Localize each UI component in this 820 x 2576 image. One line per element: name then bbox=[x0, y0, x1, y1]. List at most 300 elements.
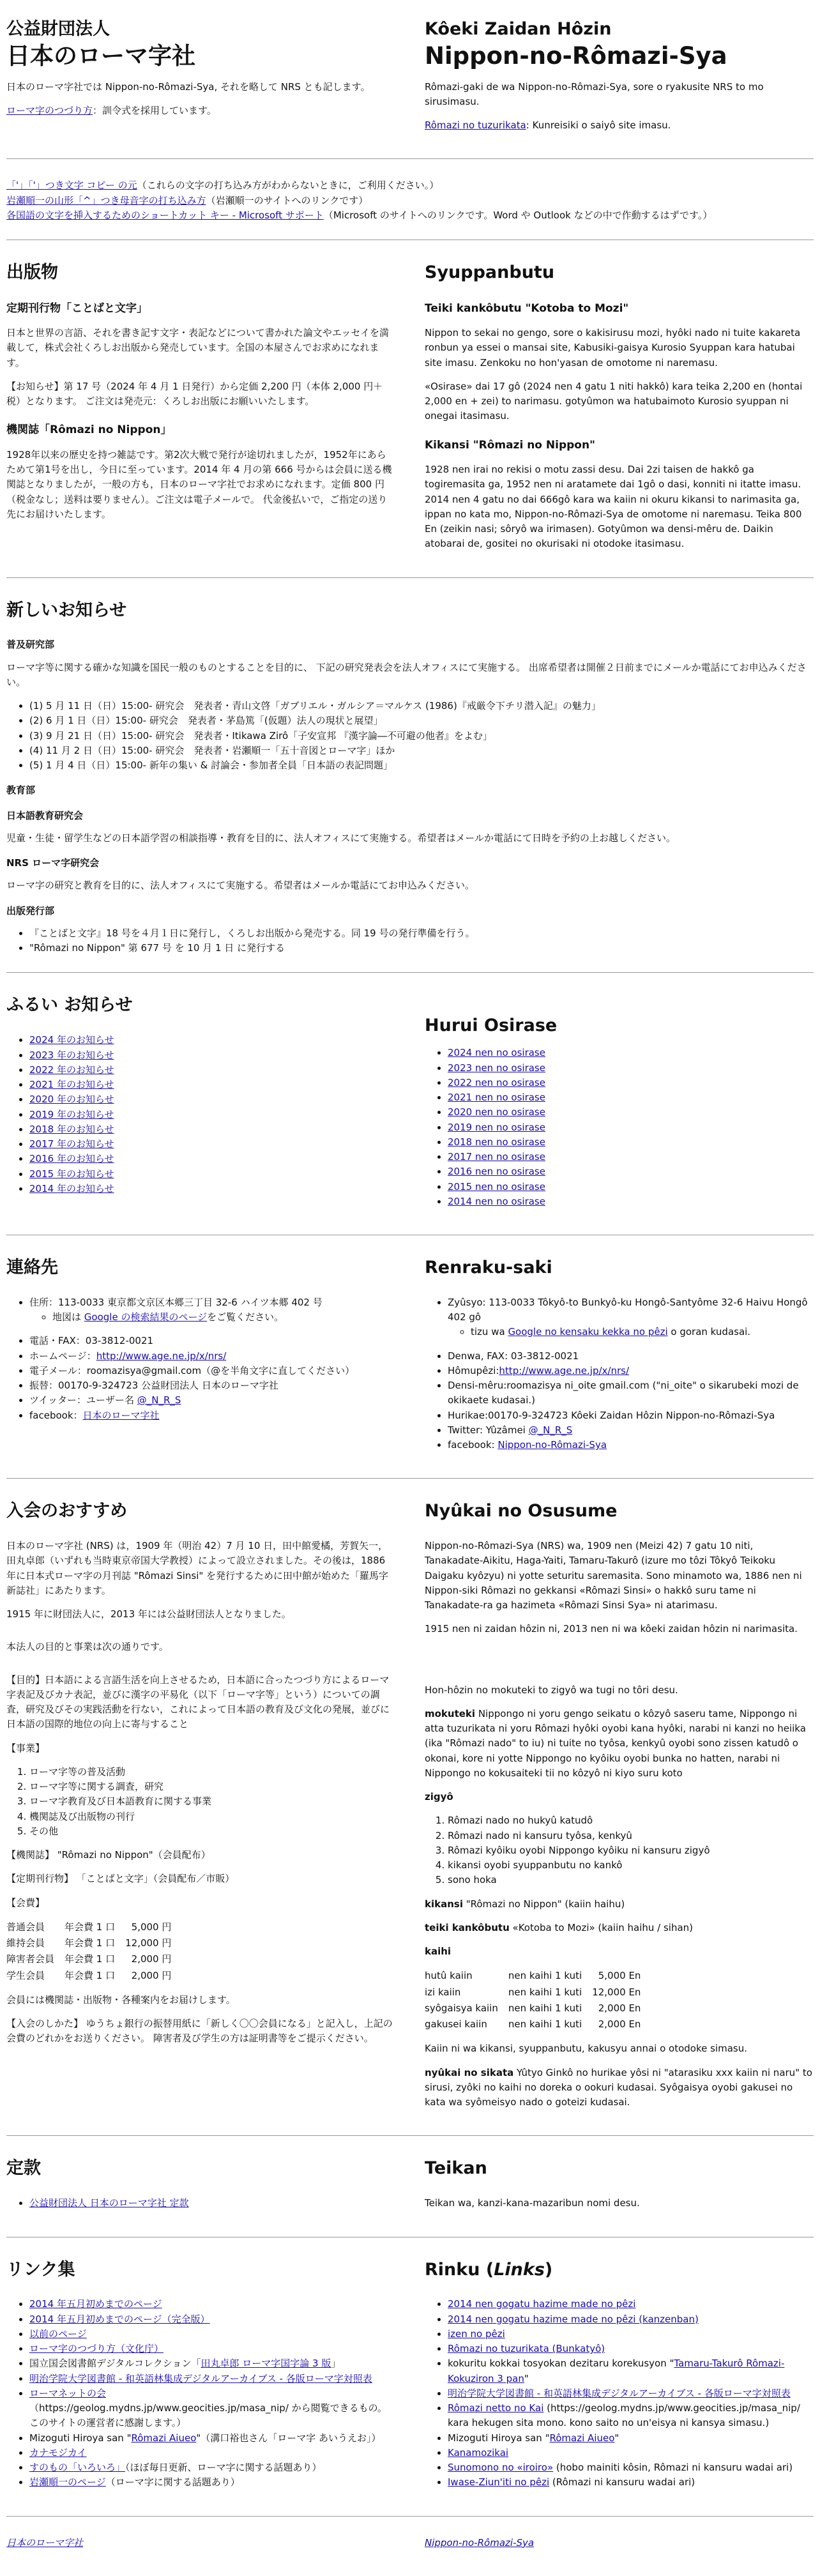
mokuteki-label: mokuteki bbox=[425, 1707, 476, 1719]
table-row bbox=[425, 1968, 644, 1984]
list-item bbox=[448, 1194, 814, 1209]
publications-section bbox=[6, 259, 814, 561]
facebook bbox=[448, 1438, 814, 1452]
old-news-link[interactable]: 2023 nen no osirase bbox=[448, 1062, 545, 1074]
footer-home-link[interactable]: 日本のローマ字社 bbox=[6, 2536, 84, 2549]
link-note: "（溝口裕也さん「ローマ字 あいうえお」） bbox=[196, 2432, 381, 2444]
link-note: 」 bbox=[331, 2358, 341, 2370]
fee-type: syôgaisya kaiin bbox=[425, 2002, 498, 2014]
input-help-note: （これらの文字の打ち込み方がわからないときに，ご利用ください。） bbox=[137, 179, 439, 192]
homepage-link[interactable]: http://www.age.ne.jp/x/nrs/ bbox=[96, 1350, 227, 1362]
external-link[interactable]: Tamaru-Takurô Rômazi-Kokuziron 3 pan bbox=[448, 2358, 785, 2384]
footer-jp bbox=[6, 2536, 395, 2550]
shikata-text: Yûtyo Ginkô no hurikae yôsi ni "atarasiku xxx kaiin ni naru" to sirusi, zyôki no kaihi no doreka o ookuri kudasai. Syôgaisya oyobi gakusei no kata wa syômeisyo nado o goteizi kudasai. bbox=[425, 2066, 812, 2108]
list-item: 5. sono hoka bbox=[448, 1873, 814, 1887]
section-heading: Renraku-saki bbox=[425, 1258, 552, 1277]
map-suffix: o goran kudasai. bbox=[667, 1326, 751, 1338]
kaihi-label: kaihi bbox=[425, 1946, 452, 1958]
list-item bbox=[448, 1180, 814, 1194]
heading-suffix: ) bbox=[544, 2259, 553, 2280]
homepage-label: ホームページ： bbox=[29, 1350, 96, 1362]
email: • 電子メール：roomazisya@gmail.com（@を半角文字に直してください） bbox=[29, 1364, 395, 1378]
list-item bbox=[29, 2372, 395, 2386]
links-jp bbox=[6, 2257, 395, 2499]
section-heading: 出版物 bbox=[6, 263, 58, 283]
old-news-link[interactable]: 2014 年のお知らせ bbox=[29, 1182, 114, 1194]
twitter-link[interactable]: @_N_R_S bbox=[528, 1424, 573, 1436]
list-item bbox=[448, 1105, 814, 1120]
links-list bbox=[6, 2297, 395, 2490]
paragraph: Nippon-no-Rômazi-Sya (NRS) wa, 1909 nen (Meizi 42) 7 gatu 10 niti, Tanakadate-Aikitu, Haga-Yaiti, Tamaru-Takurô (izure mo tôzi Tôkyô Teikoku Daigaku kyôzyu) ni yotte seturitu saremasita. Sono minamoto wa, 1886 nen ni Nippon-siki Rômazi no gekkansi «Rômazi Sinsi» o hakkô suru tame ni Tanakadate-ra ga hazimeta «Rômazi Sinsi Sya» ni atarimasu. bbox=[425, 1540, 802, 1612]
link-note: (Rômazi ni kansuru wadai ari) bbox=[549, 2476, 695, 2488]
fee-period: nen kaihi 1 kuti bbox=[508, 1986, 582, 1998]
homepage bbox=[29, 1349, 395, 1364]
list-item bbox=[29, 2342, 395, 2356]
external-link[interactable]: Rômazi netto no Kai bbox=[448, 2402, 544, 2414]
label: 【事業】 bbox=[6, 1742, 45, 1754]
old-news-link[interactable]: 2016 年のお知らせ bbox=[29, 1153, 114, 1165]
list-item bbox=[29, 2460, 395, 2475]
list-item: 2. ローマ字等に関する調査，研究 bbox=[29, 1780, 395, 1794]
publishing-list bbox=[6, 926, 814, 956]
input-help-note: （岩瀬順一のサイトへのリンクです） bbox=[206, 194, 368, 206]
divider bbox=[6, 1478, 814, 1479]
contact-list bbox=[6, 1295, 395, 1423]
old-news-link[interactable]: 2021 年のお知らせ bbox=[29, 1079, 114, 1090]
old-news-link[interactable]: 2019 年のお知らせ bbox=[29, 1108, 114, 1120]
teikan-jp bbox=[6, 2155, 395, 2220]
fee-type: 障害者会員 bbox=[6, 1953, 55, 1965]
fee-period: 年会費 1 口 bbox=[65, 1969, 116, 1981]
contact-section bbox=[6, 1254, 814, 1461]
paragraph: 1915 nen ni zaidan hôzin ni, 2013 nen ni wa kôeki zaidan hôzin ni narimasita. bbox=[425, 1623, 798, 1635]
old-news-link[interactable]: 2014 nen no osirase bbox=[448, 1195, 545, 1207]
fee-amount: 2,000 En bbox=[598, 2018, 641, 2031]
list-item bbox=[448, 1046, 814, 1060]
list-item bbox=[29, 1033, 395, 1048]
external-link[interactable]: 2014 nen gogatu hazime made no pêzi (kanzenban) bbox=[448, 2313, 699, 2325]
jp-rule-link[interactable]: ローマ字のつづり方 bbox=[6, 104, 93, 116]
paragraph: «Osirase» dai 17 gô (2024 nen 4 gatu 1 niti hakkô) kara teika 2,200 en (hontai 2,000 en + zei) to narimasu. gotyûmon wa hatubaimoto Kurosio syuppan ni onegai itasimasu. bbox=[425, 380, 803, 422]
list-item: • "Rômazi no Nippon" 第 677 号 を 10 月 1 日 に発行する bbox=[29, 941, 814, 956]
homepage bbox=[448, 1364, 814, 1378]
facebook-label: facebook： bbox=[29, 1409, 83, 1421]
fee-period: 年会費 1 口 bbox=[65, 1921, 116, 1933]
paragraph bbox=[425, 2066, 814, 2110]
mokuteki-text: Nippongo ni yoru gengo seikatu o kôzyô saseru tame, Nippongo ni atta tuzurikata ni yoru Rômazi hyôki oyobi kana hyôki, narabi ni kanzi no heiika (ika "Rômazi nado" to iu) ni tuite no tyôsa, kenkyû oyobi sono zissen katudô o okonai, kore ni yotte Nippongo no kyôiku oyobi bunka no hatten, narabi ni Nippongo no kokusaiteki tii no kôzyô ni kiyo suru koto bbox=[425, 1707, 806, 1779]
twitter-label: Twitter: Yûzâmei bbox=[448, 1424, 529, 1436]
table-row bbox=[6, 1968, 175, 1984]
section-heading: 定款 bbox=[6, 2158, 41, 2179]
zigyo-label: zigyô bbox=[425, 1791, 453, 1803]
input-help-links bbox=[6, 178, 814, 223]
external-link[interactable]: 2014 年五月初めまでのページ（完全版） bbox=[29, 2313, 210, 2325]
input-help-row bbox=[6, 208, 814, 223]
teikan-rm bbox=[425, 2155, 814, 2220]
external-link[interactable]: Kanamozikai bbox=[448, 2446, 509, 2458]
event-list bbox=[6, 699, 814, 773]
list-item bbox=[29, 1152, 395, 1166]
sub-heading: 機関誌「Rômazi no Nippon」 bbox=[6, 423, 172, 437]
table-row bbox=[6, 1919, 175, 1935]
old-news-list bbox=[6, 1033, 395, 1196]
list-item bbox=[29, 2327, 395, 2342]
map-suffix: をご覧ください。 bbox=[207, 1311, 284, 1323]
links-rm bbox=[425, 2257, 814, 2499]
paragraph: Hon-hôzin no mokuteki to zigyô wa tugi no tôri desu. bbox=[425, 1684, 678, 1696]
paragraph: 1928 nen irai no rekisi o motu zassi desu. Dai 2zi taisen de hakkô ga togiremasita ga, 1952 nen ni aratamete dai 1gô o dasi, konniti ni itatte imasu. 2014 nen 4 gatu no dai 666gô kara wa kaiin ni okuru kikansi to narimasita ga, ippan no kata mo, Nippon-no-Rômazi-Sya de omotome ni naremasu. Teika 800 En (zeikin nasi; sôryô wa irimasen). Gotyûmon wa densi-mêru de. Daikin atobarai de, gositei no okurisaki ni otodoke itasimasu. bbox=[425, 464, 802, 550]
list-item bbox=[29, 1108, 395, 1122]
list-item bbox=[448, 2386, 814, 2401]
external-link[interactable]: izen no pêzi bbox=[448, 2328, 505, 2340]
twitter bbox=[448, 1423, 814, 1438]
list-item bbox=[29, 1137, 395, 1152]
address bbox=[29, 1295, 395, 1325]
list-item bbox=[448, 1090, 814, 1105]
address-text: Zyûsyo: 113-0033 Tôkyô-to Bunkyô-ku Hongô-Santyôme 32-6 Haivu Hongô 402 gô bbox=[448, 1296, 808, 1323]
facebook-label: facebook: bbox=[448, 1439, 498, 1451]
section-heading: Nyûkai no Osusume bbox=[425, 1501, 618, 1521]
list-item bbox=[29, 1063, 395, 1078]
list-item bbox=[29, 2475, 395, 2490]
sub-heading: Kikansi "Rômazi no Nippon" bbox=[425, 438, 595, 452]
external-link[interactable]: ローマ字のつづり方（文化庁） bbox=[29, 2343, 164, 2355]
section-heading: Teikan bbox=[425, 2158, 487, 2179]
paragraph: 日本のローマ字社 (NRS) は，1909 年（明治 42）7 月 10 日，田中館愛橘，芳賀矢一，田丸卓郎（いずれも当時東京帝国大学教授）によって設立されました。その後は，1886 年に日本式ローマ字の月刊誌 "Rômazi Sinsi" を発行するために田中館が始めた「羅馬字新誌社」にあたります。 bbox=[6, 1540, 389, 1596]
email: • Densi-mêru:roomazisya ni_oite gmail.com ("ni_oite" o sikarubeki mozi de okikaete kudasai.) bbox=[448, 1378, 814, 1408]
external-link[interactable]: Iwase-Ziun'iti no pêzi bbox=[448, 2476, 550, 2488]
kikansi-text: "Rômazi no Nippon" (kaiin haihu) bbox=[462, 1898, 625, 1910]
join-section bbox=[6, 1498, 814, 2119]
fee-period: nen kaihi 1 kuti bbox=[508, 2002, 582, 2014]
map-item bbox=[471, 1325, 814, 1339]
rm-intro: Rômazi-gaki de wa Nippon-no-Rômazi-Sya, sore o ryakusite NRS to mo sirusimasu. bbox=[425, 80, 764, 107]
map-prefix: 地図は bbox=[52, 1311, 84, 1323]
old-news-link[interactable]: 2019 nen no osirase bbox=[448, 1121, 545, 1133]
divider bbox=[6, 2516, 814, 2517]
header-jp bbox=[6, 18, 395, 142]
paragraph bbox=[425, 1921, 814, 1935]
rm-rule-link[interactable]: Rômazi no tuzurikata bbox=[425, 119, 526, 132]
list-item bbox=[448, 1076, 814, 1090]
header-rm bbox=[425, 18, 814, 142]
external-link[interactable]: Rômazi Aiueo bbox=[549, 2432, 615, 2444]
section-heading: 連絡先 bbox=[6, 1258, 58, 1277]
footer bbox=[6, 2536, 814, 2550]
fee-type: gakusei kaiin bbox=[425, 2018, 487, 2031]
heading-prefix: Rinku ( bbox=[425, 2259, 494, 2280]
input-help-row bbox=[6, 194, 814, 208]
contact-list bbox=[425, 1295, 814, 1453]
phone: • Denwa, FAX: 03-3812-0021 bbox=[448, 1349, 814, 1364]
list-item bbox=[29, 1048, 395, 1063]
fee-type: 普通会員 bbox=[6, 1921, 45, 1933]
external-link[interactable]: 田丸卓郎 ローマ字国字論 3 版 bbox=[201, 2358, 331, 2370]
link-note: " bbox=[524, 2372, 529, 2384]
paragraph: 日本と世界の言語、それを書き記す文字・表記などについて書かれた論文やエッセイを満載して，株式会社くろしお出版から発売しています。全国の本屋さんでお求めになれます。 bbox=[6, 327, 389, 369]
link-note: （ローマ字に関する話題あり） bbox=[105, 2476, 240, 2488]
kikansi-label: kikansi bbox=[425, 1898, 463, 1910]
link-note: (hobo mainiti kôsin, Rômazi ni kansuru wadai ari) bbox=[553, 2462, 793, 2474]
map-link[interactable]: Google no kensaku kekka no pêzi bbox=[508, 1326, 668, 1338]
list-item bbox=[448, 2356, 814, 2386]
paragraph: 【目的】日本語による言語生活を向上させるため，日本語に合ったつづり方によるローマ字表記及びカナ表記，並びに漢字の平易化（以下「ローマ字等」という）についての調査，研究及びその実践活動を行ない，これによって日本語の教育及び文化の発展，並びに日本語の国際的地位の向上に寄与すること bbox=[6, 1673, 390, 1730]
link-note: " bbox=[614, 2432, 619, 2444]
divider bbox=[6, 972, 814, 973]
teiki-label: teiki kankôbutu bbox=[425, 1921, 510, 1933]
fee-type: hutû kaiin bbox=[425, 1970, 473, 1982]
paragraph: Nippon to sekai no gengo, sore o kakisirusu mozi, hyôki nado ni tuite kakareta ronbun ya essei o mansai site, Kabusiki-gaisya Kurosio Syuppan kara hatubai site imasu. Zenkoku no hon'yasan de omotome ni naremasu. bbox=[425, 327, 801, 369]
paragraph: 【定期刊行物】 「ことばと文字」（会員配布／市販） bbox=[6, 1873, 235, 1885]
old-news-link[interactable]: 2023 年のお知らせ bbox=[29, 1049, 114, 1061]
input-help-note: （Microsoft のサイトへのリンクです。Word や Outlook などの中で作動するはずです。） bbox=[323, 209, 713, 221]
facebook-link[interactable]: 日本のローマ字社 bbox=[82, 1409, 160, 1421]
list-item bbox=[448, 1135, 814, 1150]
phone: • 電話・FAX：03-3812-0021 bbox=[29, 1334, 395, 1348]
map-item bbox=[52, 1310, 395, 1325]
rm-org-name: Kôeki Zaidan Hôzin bbox=[425, 19, 612, 39]
list-item: • (1) 5 月 11 日（日）15:00- 研究会 発表者・青山文啓「ガブリエル・ガルシア＝マルケス (1986)『戒厳令下チリ潜入記』の魅力」 bbox=[29, 699, 814, 713]
links-section bbox=[6, 2257, 814, 2499]
table-row bbox=[6, 1951, 175, 1967]
address-text: 住所：113-0033 東京都文京区本郷三丁目 32-6 ハイツ本郷 402 号 bbox=[29, 1296, 323, 1308]
table-row bbox=[425, 1985, 644, 2001]
list-item bbox=[448, 2297, 814, 2312]
facebook-link[interactable]: Nippon-no-Rômazi-Sya bbox=[497, 1439, 607, 1451]
list-item bbox=[29, 1092, 395, 1107]
section-heading: 新しいお知らせ bbox=[6, 600, 127, 620]
list-item: • (3) 9 月 21 日（日）15:00- 研究会 発表者・Itikawa Zirô「子安宣邦 『漢字論―不可避の他者』をよむ」 bbox=[29, 729, 814, 743]
fee-period: 年会費 1 口 bbox=[65, 1953, 116, 1965]
table-row bbox=[6, 1935, 175, 1951]
jp-rule-text: ：訓令式を採用しています。 bbox=[93, 104, 216, 116]
twitter-link[interactable]: @_N_R_S bbox=[137, 1394, 181, 1406]
map-link[interactable]: Google の検索結果のページ bbox=[84, 1311, 208, 1323]
external-link[interactable]: 2014 nen gogatu hazime made no pêzi bbox=[448, 2298, 636, 2310]
list-item bbox=[448, 2327, 814, 2342]
paragraph: 1915 年に財団法人に，2013 年には公益財団法人となりました。 bbox=[6, 1608, 291, 1620]
external-link[interactable]: 明治学院大学図書館 - 和英語林集成デジタルアーカイブス - 各版ローマ字対照表 bbox=[29, 2372, 372, 2384]
link-note: (https://geolog.mydns.jp/www.geocities.jp/masa_nip/ kara hekugen sita mono. kono saito no un'eisya ni kansya simasu.) bbox=[448, 2402, 800, 2429]
list-item bbox=[29, 2297, 395, 2312]
jp-rule bbox=[6, 103, 395, 118]
accent-copy-link[interactable]: 「'」「'」つき文字 コピー の元 bbox=[6, 179, 137, 192]
contact-rm bbox=[425, 1254, 814, 1461]
list-item: 3. ローマ字教育及び日本語教育に関する事業 bbox=[29, 1794, 395, 1809]
list-item bbox=[448, 2431, 814, 2446]
link-note: （https://geolog.mydns.jp/www.geocities.jp/masa_nip/ から閲覧できるもの。このサイトの運営者に感謝します。） bbox=[29, 2402, 388, 2429]
list-item bbox=[29, 1167, 395, 1182]
old-news-link[interactable]: 2015 nen no osirase bbox=[448, 1180, 545, 1193]
old-news-link[interactable]: 2021 nen no osirase bbox=[448, 1092, 545, 1103]
old-news-jp bbox=[6, 992, 395, 1218]
list-item bbox=[29, 2386, 395, 2431]
furikae: • Hurikae:00170-9-324723 Kôeki Zaidan Hôzin Nippon-no-Rômazi-Sya bbox=[448, 1408, 814, 1423]
list-item: 4. kikansi oyobi syuppanbutu no kankô bbox=[448, 1858, 814, 1873]
external-link[interactable]: Sunomono no «iroiro» bbox=[448, 2462, 554, 2474]
list-item bbox=[448, 2475, 814, 2490]
list-item: 5. その他 bbox=[29, 1824, 395, 1839]
sub-heading: NRS ローマ字研究会 bbox=[6, 857, 100, 869]
twitter-label: ツイッター：ユーザー名 bbox=[29, 1394, 137, 1406]
business-list bbox=[425, 1813, 814, 1887]
circumflex-input-link[interactable]: 岩瀬順一の山形「^」つき母音字の打ち込み方 bbox=[6, 194, 206, 206]
paragraph: ローマ字等に関する確かな知識を国民一般のものとすることを目的に、 下記の研究発表会を法人オフィスにて実施する。 出席希望者は開催２日前までにメールか電話にてお申込みください。 bbox=[6, 661, 807, 688]
rm-site-title: Nippon-no-Rômazi-Sya bbox=[425, 42, 727, 70]
publications-jp bbox=[6, 259, 395, 561]
jp-org-name: 公益財団法人 bbox=[6, 19, 110, 39]
list-item bbox=[448, 1120, 814, 1135]
section-heading: Syuppanbutu bbox=[425, 263, 555, 283]
map-sublist bbox=[29, 1310, 395, 1325]
external-link[interactable]: すのもの「いろいろ」 bbox=[29, 2462, 126, 2474]
list-item: 1. Rômazi nado no hukyû katudô bbox=[448, 1813, 814, 1828]
sub-heading: 日本語教育研究会 bbox=[6, 809, 84, 821]
teiki-text: «Kotoba to Mozi» (kaiin haihu / sihan) bbox=[509, 1921, 694, 1933]
external-link[interactable]: 2014 年五月初めまでのページ bbox=[29, 2298, 162, 2310]
fee-type: izi kaiin bbox=[425, 1986, 461, 1998]
join-rm bbox=[425, 1498, 814, 2119]
old-news-link[interactable]: 2018 nen no osirase bbox=[448, 1136, 545, 1148]
footer-rm bbox=[425, 2536, 814, 2550]
paragraph: 会員には機関誌・出版物・各種案内をお届けします。 bbox=[6, 1993, 236, 2006]
list-item bbox=[29, 2446, 395, 2460]
old-news-link[interactable]: 2018 年のお知らせ bbox=[29, 1123, 114, 1135]
divider bbox=[6, 158, 814, 159]
sub-heading: 定期刊行物「ことばと文字」 bbox=[6, 301, 148, 315]
publications-rm bbox=[425, 259, 814, 561]
teikan-link[interactable]: 公益財団法人 日本のローマ字社 定款 bbox=[29, 2197, 189, 2209]
link-note: （ほぼ毎日更新、ローマ字に関する話題あり） bbox=[125, 2462, 322, 2474]
paragraph: 【入会のしかた】 ゆうちょ銀行の振替用紙に「新しく〇〇会員になる」と記入し，上記の会費のどれかをお送りください。 障害者及び学生の方は証明書等をご提示ください。 bbox=[6, 2018, 393, 2045]
list-item: 4. 機関誌及び出版物の刊行 bbox=[29, 1810, 395, 1824]
jp-intro: 日本のローマ字社では Nippon-no-Rômazi-Sya, それを略して NRS とも記します。 bbox=[6, 80, 370, 93]
fee-amount: 2,000 円 bbox=[131, 1969, 172, 1981]
old-news-link[interactable]: 2017 年のお知らせ bbox=[29, 1138, 114, 1150]
list-item: 1. ローマ字等の普及活動 bbox=[29, 1765, 395, 1780]
label: 【会費】 bbox=[6, 1896, 45, 1909]
paragraph: 1928年以来の歴史を持つ雑誌です。第2次大戦で発行が途切れましたが，1952年にあらためて第1号を出し，今日に至っています。2014 年 4 月の第 666 号からは会員に送る機関誌となりましたが，一般の方も，日本のローマ字社でお求めになれます。定価 800 円（税金なし；送料は要りません）。ご注文は電子メールで。 代金後払いで，ご指定の送り先にお届けいたします。 bbox=[6, 448, 392, 520]
paragraph bbox=[425, 1897, 814, 1912]
map-sublist bbox=[448, 1325, 814, 1339]
homepage-link[interactable]: http://www.age.ne.jp/x/nrs/ bbox=[499, 1364, 629, 1376]
fee-amount: 12,000 En bbox=[592, 1986, 641, 1998]
list-item bbox=[448, 1061, 814, 1076]
facebook bbox=[29, 1408, 395, 1423]
fee-amount: 2,000 En bbox=[598, 2002, 641, 2014]
external-link[interactable]: Rômazi no tuzurikata (Bunkatyô) bbox=[448, 2343, 605, 2355]
list-item bbox=[29, 2431, 395, 2446]
external-link[interactable]: ローマネットの会 bbox=[29, 2387, 107, 2399]
business-list bbox=[6, 1765, 395, 1839]
label bbox=[425, 1944, 814, 1959]
list-item bbox=[448, 2342, 814, 2356]
list-item: • 『ことばと文字』18 号を４月１日に発行し，くろしお出版から発売する。同 19 号の発行準備を行う。 bbox=[29, 926, 814, 941]
section-heading: Hurui Osirase bbox=[425, 1016, 558, 1036]
shikata-label: nyûkai no sikata bbox=[425, 2066, 514, 2078]
list-item bbox=[448, 1164, 814, 1179]
sub-heading: 教育部 bbox=[6, 784, 36, 796]
join-jp bbox=[6, 1498, 395, 2119]
homepage-label: Hômupêzi: bbox=[448, 1364, 499, 1376]
section-heading: ふるい お知らせ bbox=[6, 995, 133, 1016]
old-news-link[interactable]: 2017 nen no osirase bbox=[448, 1151, 545, 1162]
fee-period: nen kaihi 1 kuti bbox=[508, 1970, 582, 1982]
paragraph: Teikan wa, kanzi-kana-mazaribun nomi desu. bbox=[425, 2197, 640, 2209]
list-item bbox=[29, 2356, 395, 2371]
list-item bbox=[448, 2312, 814, 2327]
old-news-link[interactable]: 2016 nen no osirase bbox=[448, 1166, 545, 1178]
old-news-link[interactable]: 2015 年のお知らせ bbox=[29, 1168, 114, 1180]
section-heading bbox=[425, 2257, 814, 2283]
external-link[interactable]: 岩瀬順一のページ bbox=[29, 2476, 106, 2488]
fee-period: nen kaihi 1 kuti bbox=[508, 2018, 582, 2031]
paragraph: 【お知らせ】第 17 号（2024 年 4 月 1 日発行）から定価 2,200 円（本体 2,000 円＋税）となります。 ご注文は発売元：くろしお出版にお願いいたします。 bbox=[6, 380, 383, 408]
fee-amount: 12,000 円 bbox=[125, 1937, 172, 1949]
sub-heading: Teiki kankôbutu "Kotoba to Mozi" bbox=[425, 301, 629, 315]
external-link[interactable]: 以前のページ bbox=[29, 2328, 87, 2340]
list-item: • (5) 1 月 4 日（日）15:00- 新年の集い & 討論会・参加者全員「日本語の表記問題」 bbox=[29, 758, 814, 773]
fee-period: 年会費 1 口 bbox=[65, 1937, 116, 1949]
map-prefix: tizu wa bbox=[471, 1326, 508, 1338]
contact-jp bbox=[6, 1254, 395, 1461]
sub-heading: 出版発行部 bbox=[6, 904, 55, 917]
old-news-link[interactable]: 2022 nen no osirase bbox=[448, 1076, 545, 1088]
table-row bbox=[425, 2001, 644, 2016]
old-news-list bbox=[425, 1046, 814, 1209]
fee-type: 維持会員 bbox=[6, 1937, 45, 1949]
microsoft-shortcut-link[interactable]: 各国語の文字を挿入するためのショートカット キー - Microsoft サポート bbox=[6, 209, 324, 221]
fee-table bbox=[425, 1968, 644, 2032]
header bbox=[6, 18, 814, 142]
fee-type: 学生会員 bbox=[6, 1969, 45, 1981]
table-row bbox=[425, 2016, 644, 2032]
list-item: 2. Rômazi nado ni kansuru tyôsa, kenkyû bbox=[448, 1829, 814, 1843]
external-link[interactable]: カナモジカイ bbox=[29, 2446, 87, 2458]
paragraph: 【機関誌】 "Rômazi no Nippon"（会員配布） bbox=[6, 1849, 211, 1861]
divider bbox=[6, 577, 814, 578]
list-item: 3. Rômazi kyôiku oyobi Nippongo kyôiku ni kansuru zigyô bbox=[448, 1843, 814, 1858]
footer-home-link[interactable]: Nippon-no-Rômazi-Sya bbox=[425, 2536, 535, 2549]
address bbox=[448, 1295, 814, 1340]
list-item bbox=[448, 1150, 814, 1164]
divider bbox=[6, 2135, 814, 2136]
external-link[interactable]: 明治学院大学図書館 - 和英語林集成デジタルアーカイブス - 各版ローマ字対照表 bbox=[448, 2387, 791, 2399]
old-news-link[interactable]: 2020 年のお知らせ bbox=[29, 1094, 114, 1106]
list-item bbox=[29, 1122, 395, 1137]
external-link[interactable]: Rômazi Aiueo bbox=[131, 2432, 197, 2444]
old-news-link[interactable]: 2022 年のお知らせ bbox=[29, 1063, 114, 1076]
list-item: • (4) 11 月 2 日（日）15:00- 研究会 発表者・岩瀬順一「五十音図とローマ字」ほか bbox=[29, 743, 814, 758]
section-heading: 入会のおすすめ bbox=[6, 1501, 128, 1521]
furikae: • 振替：00170-9-324723 公益財団法人 日本のローマ字社 bbox=[29, 1378, 395, 1393]
links-list bbox=[425, 2297, 814, 2490]
heading-italic: Links bbox=[494, 2259, 545, 2280]
list-item bbox=[29, 1078, 395, 1092]
link-prefix: Mizoguti Hiroya san " bbox=[448, 2432, 550, 2444]
paragraph: ローマ字の研究と教育を目的に、法人オフィスにて実施する。希望者はメールか電話にてお申込みください。 bbox=[6, 880, 475, 892]
old-news-link[interactable]: 2020 nen no osirase bbox=[448, 1106, 545, 1118]
old-news-link[interactable]: 2024 nen no osirase bbox=[448, 1047, 545, 1059]
old-news-link[interactable]: 2024 年のお知らせ bbox=[29, 1034, 114, 1046]
jp-site-title: 日本のローマ字社 bbox=[6, 42, 195, 70]
old-news-rm bbox=[425, 992, 814, 1218]
old-news-section bbox=[6, 992, 814, 1218]
fee-amount: 5,000 円 bbox=[131, 1921, 172, 1933]
news-section bbox=[6, 597, 814, 956]
list-item bbox=[448, 2460, 814, 2475]
label bbox=[425, 1790, 814, 1804]
